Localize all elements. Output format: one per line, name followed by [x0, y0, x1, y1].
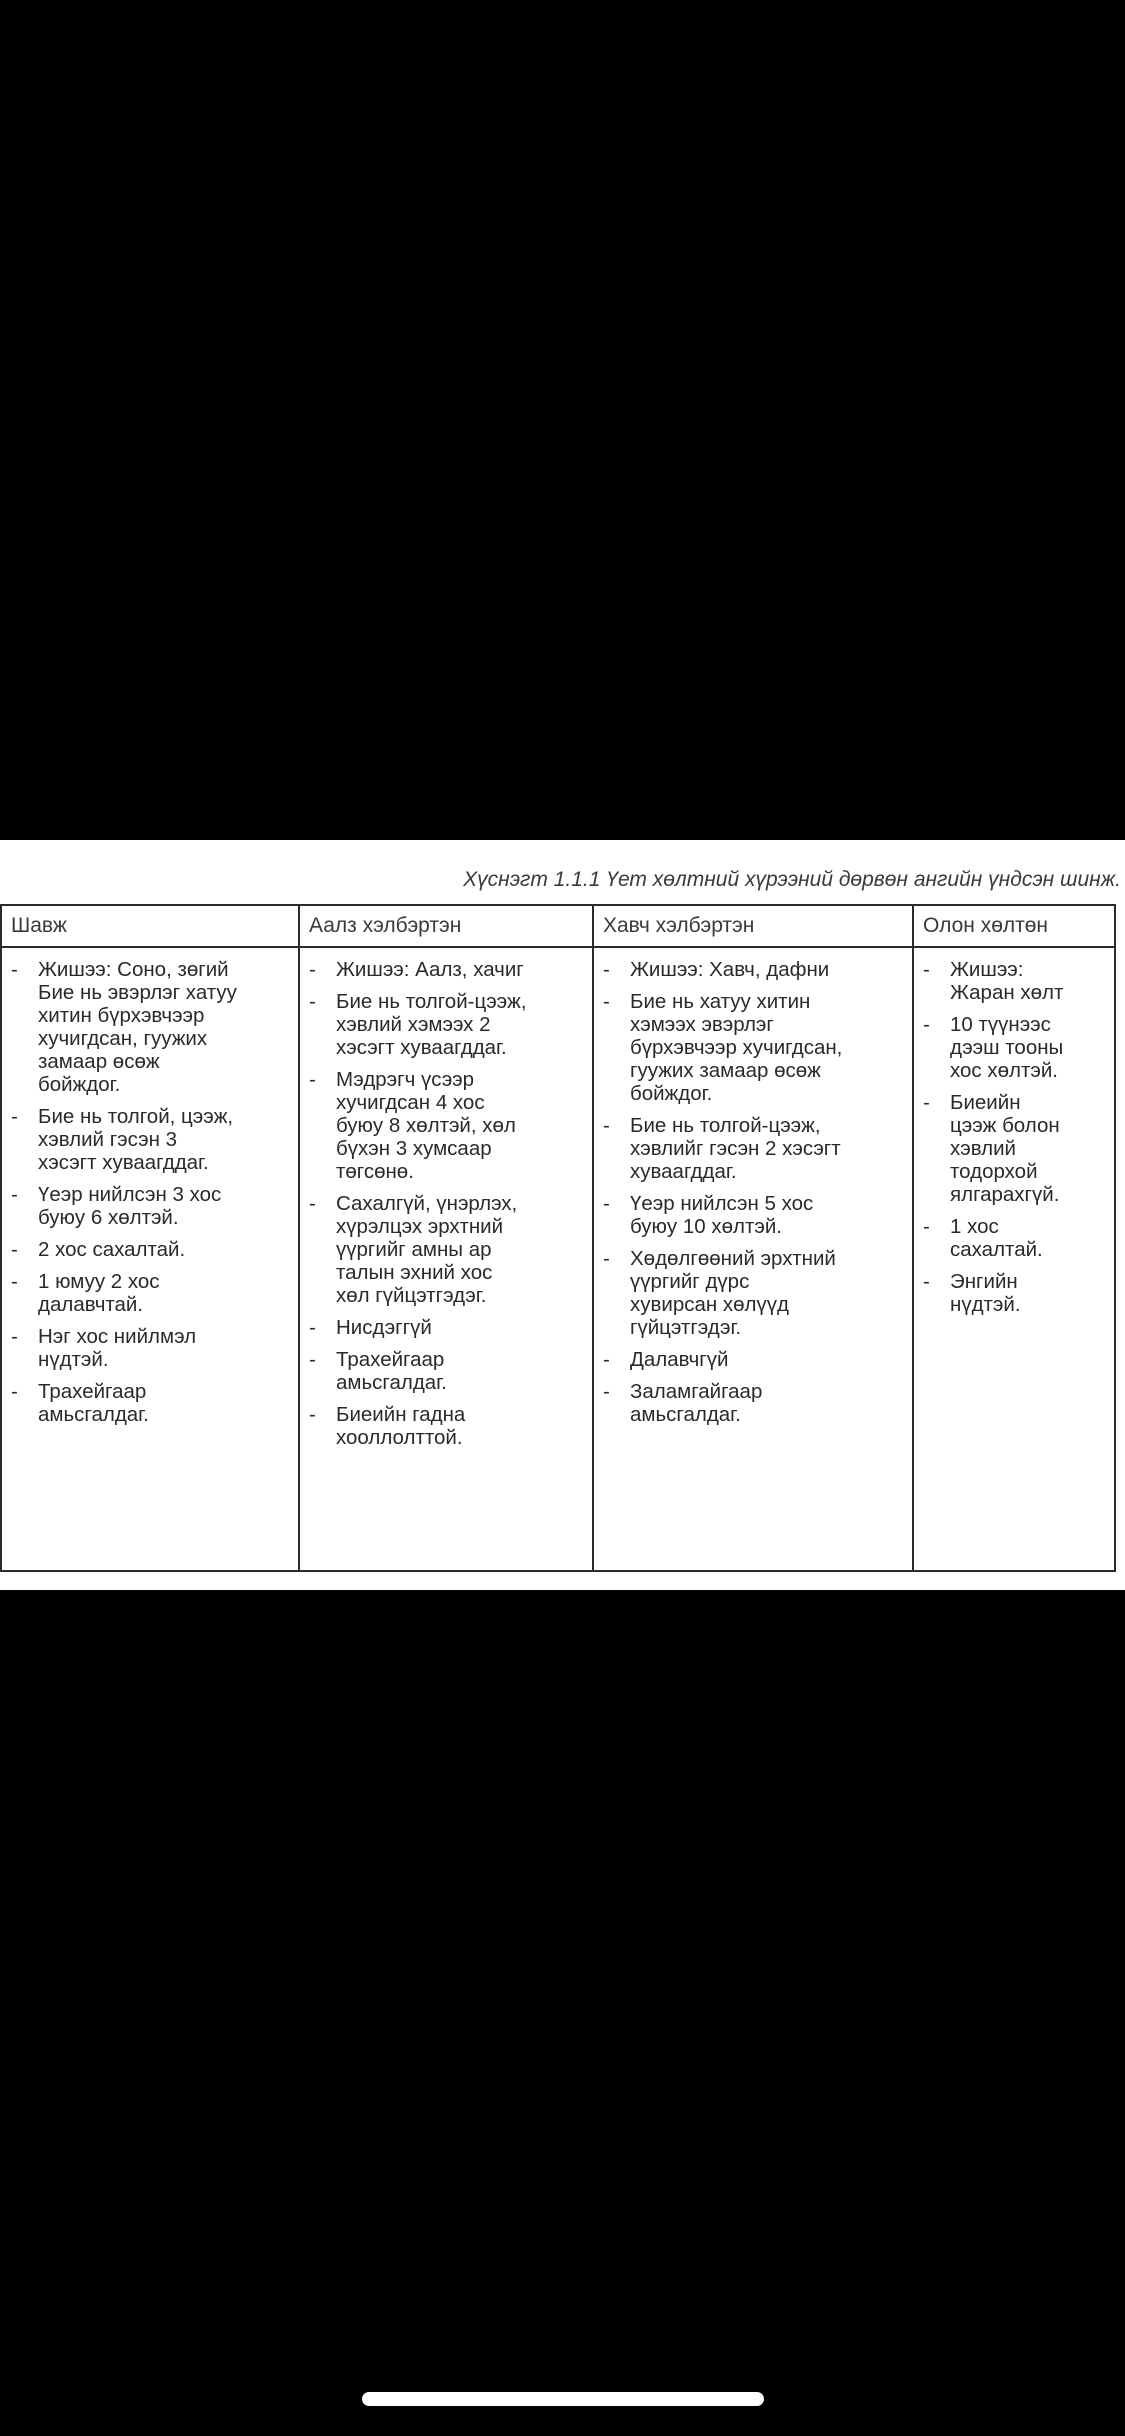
list-item [2, 958, 292, 1096]
list-item [594, 1114, 906, 1183]
list-item-text: 1 юмуу 2 хос далавчтай. [38, 1270, 160, 1316]
list-item [2, 1105, 292, 1174]
list-item [594, 958, 906, 981]
list-item [594, 1380, 906, 1426]
table-caption: Хүснэгт 1.1.1 Үет хөлтний хүрээний дөрвөн ангийн үндсэн шинж. [463, 868, 1121, 891]
list-item [300, 1403, 586, 1449]
list-item-text: Мэдрэгч үсээр хучигдсан 4 хос буюу 8 хөлтэй, хөл бүхэн 3 хумсаар төгсөнө. [336, 1068, 516, 1183]
list-item-text: Биеийн цээж болон хэвлий тодорхой ялгарахгүй. [950, 1091, 1060, 1206]
bullet-dash: - [309, 1403, 316, 1426]
column-header: Олон хөлтөн [923, 914, 1049, 937]
bullet-dash: - [11, 1380, 18, 1403]
bullet-dash: - [309, 1068, 316, 1091]
bullet-dash: - [11, 1105, 18, 1128]
list-item-text: Заламгайгаар амьсгалдаг. [630, 1380, 763, 1426]
bullet-dash: - [923, 958, 930, 981]
list-item-text: 2 хос сахалтай. [38, 1238, 186, 1261]
list-item-text: Жишээ: Жаран хөлт [950, 958, 1064, 1004]
list-item [2, 1270, 292, 1316]
list-item-text: Нэг хос нийлмэл нүдтэй. [38, 1325, 197, 1371]
column-header: Шавж [2, 906, 300, 946]
list-item [914, 1091, 1108, 1206]
list-item-text: Бие нь хатуу хитин хэмээх эвэрлэг бүрхэвчээр хучигдсан, гуужих замаар өсөж бойждог. [630, 990, 843, 1105]
bullet-dash: - [11, 1183, 18, 1206]
list-item [300, 1068, 586, 1183]
bullet-dash: - [11, 958, 18, 981]
bullet-dash: - [309, 1348, 316, 1371]
bullet-dash: - [11, 1325, 18, 1348]
list-item [2, 1183, 292, 1229]
bullet-dash: - [11, 1238, 18, 1261]
classification-table [0, 904, 1116, 1572]
bullet-dash: - [11, 1270, 18, 1293]
list-item-text: Далавчгүй [630, 1348, 729, 1371]
list-item [300, 1348, 586, 1394]
list-item-text: Энгийн нүдтэй. [950, 1270, 1021, 1316]
table-body-row [2, 948, 1114, 1570]
table-cell-myriapods [914, 948, 1114, 1570]
list-item-text: 1 хос сахалтай. [950, 1215, 1043, 1261]
bullet-dash: - [923, 1270, 930, 1293]
list-item [2, 1238, 292, 1261]
table-cell-arachnids [300, 948, 594, 1570]
bullet-dash: - [603, 1348, 610, 1371]
list-item [300, 1316, 586, 1339]
list-item-text: Биеийн гадна хооллолттой. [336, 1403, 466, 1449]
list-item-text: Жишээ: Аалз, хачиг [336, 958, 524, 981]
list-item-text: Бие нь толгой-цээж, хэвлийг гэсэн 2 хэсэгт хуваагддаг. [630, 1114, 841, 1183]
list-item-text: Бие нь толгой, цээж, хэвлий гэсэн 3 хэсэгт хуваагддаг. [38, 1105, 234, 1174]
column-header: Аалз хэлбэртэн [300, 906, 594, 946]
bullet-dash: - [603, 958, 610, 981]
list-item [594, 1192, 906, 1238]
list-item [914, 1013, 1108, 1082]
list-item [594, 1348, 906, 1371]
bullet-dash: - [603, 1192, 610, 1215]
list-item [300, 990, 586, 1059]
list-item [2, 1325, 292, 1371]
list-item-text: Жишээ: Хавч, дафни [630, 958, 830, 981]
list-item [300, 958, 586, 981]
bullet-dash: - [309, 1316, 316, 1339]
column-header: Хавч хэлбэртэн [594, 906, 914, 946]
bullet-dash: - [603, 990, 610, 1013]
list-item-text: Нисдэггүй [336, 1316, 432, 1339]
list-item-text: Сахалгүй, үнэрлэх, хүрэлцэх эрхтний үүргийг амны ар талын эхний хос хөл гүйцэтгэдэг. [336, 1192, 518, 1307]
list-item-text: Жишээ: Соно, зөгий Бие нь эвэрлэг хатуу хитин бүрхэвчээр хучигдсан, гуужих замаар өсөж бойждог. [38, 958, 237, 1096]
list-item-text: Трахейгаар амьсгалдаг. [38, 1380, 149, 1426]
bullet-dash: - [309, 958, 316, 981]
list-item [300, 1192, 586, 1307]
list-item [594, 1247, 906, 1339]
bullet-dash: - [603, 1380, 610, 1403]
list-item [914, 958, 1108, 1004]
list-item [594, 990, 906, 1105]
bullet-dash: - [923, 1091, 930, 1114]
bullet-dash: - [923, 1013, 930, 1036]
bullet-dash: - [923, 1215, 930, 1238]
bullet-dash: - [603, 1247, 610, 1270]
list-item-text: Үеэр нийлсэн 3 хос буюу 6 хөлтэй. [38, 1183, 222, 1229]
list-item-text: 10 түүнээс дээш тооны хос хөлтэй. [950, 1013, 1064, 1082]
list-item-text: Трахейгаар амьсгалдаг. [336, 1348, 447, 1394]
bullet-dash: - [603, 1114, 610, 1137]
document-photo [0, 840, 1125, 1590]
table-header-row [2, 906, 1114, 948]
table-cell-crustaceans [594, 948, 914, 1570]
table-cell-insects [2, 948, 300, 1570]
home-indicator[interactable] [362, 2392, 764, 2406]
list-item [914, 1270, 1108, 1316]
list-item-text: Бие нь толгой-цээж, хэвлий хэмээх 2 хэсэгт хуваагддаг. [336, 990, 527, 1059]
list-item-text: Үеэр нийлсэн 5 хос буюу 10 хөлтэй. [630, 1192, 814, 1238]
list-item [914, 1215, 1108, 1261]
bullet-dash: - [309, 990, 316, 1013]
list-item-text: Хөдөлгөөний эрхтний үүргийг дүрс хувирсан хөлүүд гүйцэтгэдэг. [630, 1247, 836, 1339]
list-item [2, 1380, 292, 1426]
bullet-dash: - [309, 1192, 316, 1215]
